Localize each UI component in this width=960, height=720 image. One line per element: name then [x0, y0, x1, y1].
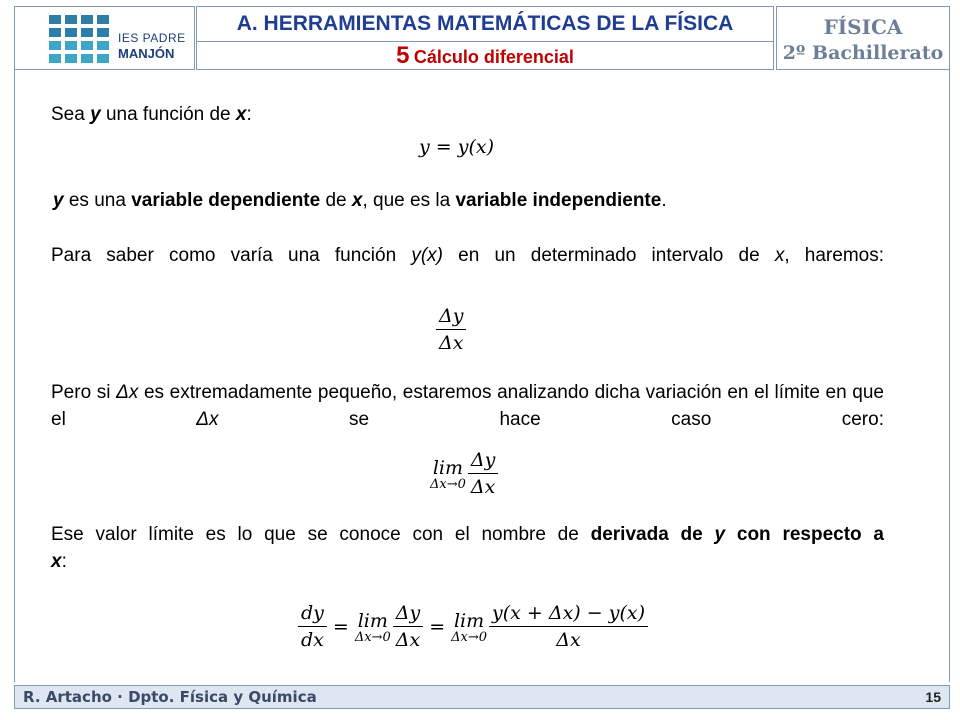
p3-yx: y(x)	[411, 245, 443, 266]
title-box	[196, 6, 774, 70]
p5-t1: Ese valor límite es lo que se conoce con el nombre de	[51, 524, 591, 545]
subject-name: FÍSICA	[823, 15, 903, 39]
lim-word-2: lim	[453, 609, 485, 632]
p3-t3: , haremos:	[784, 245, 884, 266]
content-frame	[14, 70, 950, 682]
p2-t1: es una	[63, 190, 132, 211]
p1-y: y	[90, 104, 101, 125]
p2-dependent: variable dependiente	[131, 190, 321, 211]
p4-t1: Pero si	[51, 382, 117, 403]
deriv-lhs-numerator: dy	[301, 602, 324, 624]
deriv-f1-denominator: Δx	[395, 629, 421, 651]
slide-footer	[0, 682, 960, 720]
deriv-f2-numerator: y(x + Δx) − y(x)	[492, 602, 645, 624]
p5-b2: con respecto a	[725, 524, 884, 545]
ratio-denominator: Δx	[439, 332, 464, 354]
logo-text-line1: IES PADRE	[118, 31, 186, 45]
topic-name: Cálculo diferencial	[413, 47, 574, 67]
topic-title	[197, 41, 773, 71]
p4-t2: es extremadamente pequeño, estaremos analizando dicha variación en el límite en que el	[51, 382, 884, 430]
lim-word-1: lim	[357, 609, 388, 632]
paragraph-limit	[51, 379, 884, 433]
p3-t1: Para saber como varía una función	[51, 245, 412, 266]
p2-x: x	[351, 190, 363, 211]
paragraph-derivative	[51, 521, 884, 575]
lim-word: lim	[432, 456, 464, 479]
section-title: A. HERRAMIENTAS MATEMÁTICAS DE LA FÍSICA	[197, 7, 773, 42]
equals-sign-2: =	[429, 615, 446, 638]
ratio-numerator: Δy	[439, 305, 464, 327]
equation-ratio	[436, 303, 466, 356]
p1-pre: Sea	[51, 104, 91, 125]
p1-post: :	[246, 104, 252, 125]
paragraph-variables	[53, 187, 667, 214]
school-logo	[14, 6, 195, 70]
topic-number: 5	[396, 42, 410, 69]
p5-y: y	[714, 524, 726, 545]
p4-dx2: Δx	[196, 409, 219, 430]
footer-bar	[14, 685, 950, 709]
page-number: 15	[925, 689, 941, 705]
equation-derivative	[298, 600, 648, 653]
p5-x: x	[51, 551, 62, 572]
deriv-f1-numerator: Δy	[395, 602, 421, 624]
logo-grid-icon	[49, 15, 111, 63]
course-name: 2º Bachillerato	[782, 42, 944, 64]
limit-denominator: Δx	[470, 476, 496, 498]
paragraph-variation	[51, 242, 884, 269]
subject-box	[776, 6, 950, 70]
p4-dx1: Δx	[116, 382, 139, 403]
paragraph-intro	[51, 101, 252, 128]
p2-t3: , que es la	[362, 190, 456, 211]
p4-t3: se hace caso cero:	[218, 409, 884, 430]
deriv-lhs-denominator: dx	[301, 629, 324, 651]
lim-subscript: Δx→0	[430, 476, 466, 492]
deriv-f2-denominator: Δx	[556, 629, 581, 651]
footer-author: R. Artacho · Dpto. Física y Química	[23, 688, 317, 706]
p1-x: x	[235, 104, 247, 125]
p2-t2: de	[320, 190, 352, 211]
p3-x: x	[774, 245, 785, 266]
p5-t2: :	[61, 551, 67, 572]
p5-b1: derivada de	[590, 524, 715, 545]
logo-text-line2: MANJÓN	[118, 46, 175, 61]
equals-sign-1: =	[332, 615, 349, 638]
lim-subscript-1: Δx→0	[354, 629, 391, 645]
p2-y: y	[53, 190, 64, 211]
p1-mid: una función de	[100, 104, 236, 125]
limit-numerator: Δy	[470, 449, 496, 471]
equation-limit	[430, 447, 498, 500]
lim-subscript-2: Δx→0	[451, 629, 487, 645]
p2-t4: .	[661, 190, 667, 211]
p2-independent: variable independiente	[455, 190, 662, 211]
equation-function: y = y(x)	[419, 136, 495, 158]
p3-t2: en un determinado intervalo de	[443, 245, 775, 266]
